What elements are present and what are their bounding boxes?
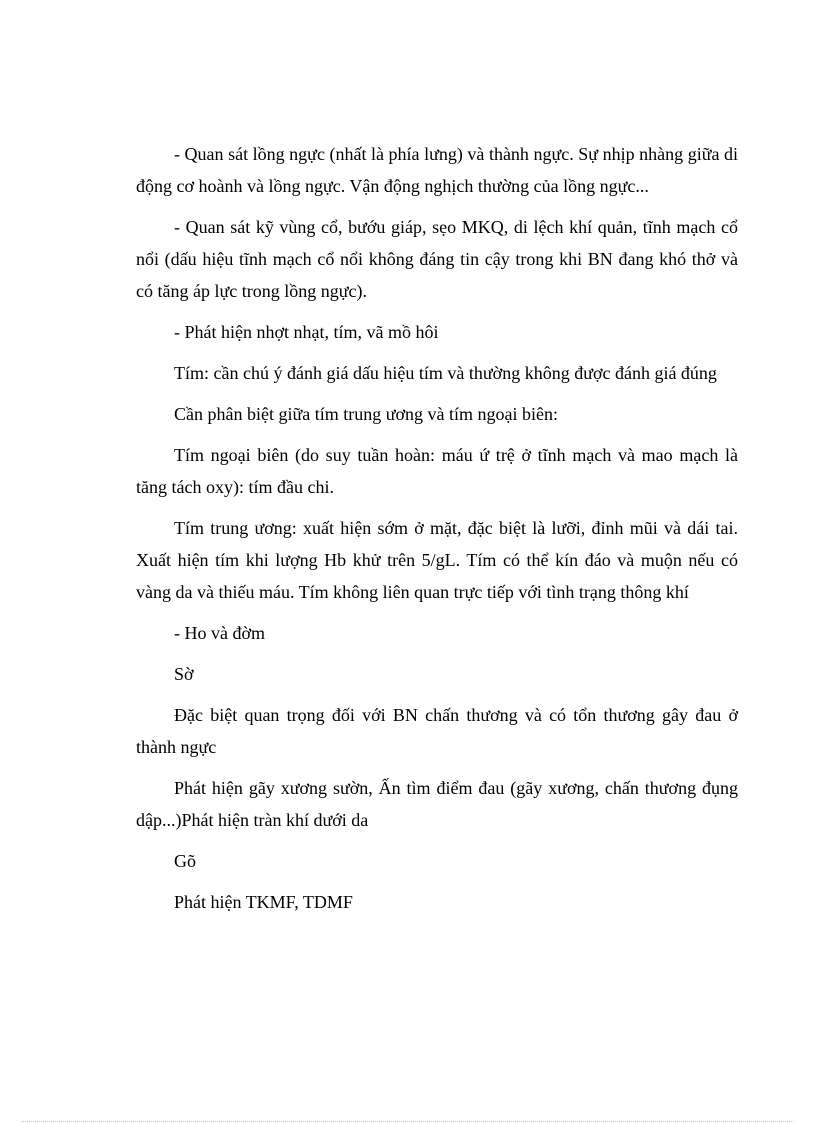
paragraph-palpation-importance: Đặc biệt quan trọng đối với BN chấn thương và có tổn thương gây đau ở thành ngực <box>136 705 738 757</box>
paragraph-percussion-findings: Phát hiện TKMF, TDMF <box>174 892 353 912</box>
document-body <box>136 138 738 927</box>
paragraph-chest-observation: - Quan sát lồng ngực (nhất là phía lưng) và thành ngực. Sự nhịp nhàng giữa di động cơ hoành và lồng ngực. Vận động nghịch thường của lồng ngực... <box>136 144 738 196</box>
heading-palpation: Sờ <box>174 664 194 684</box>
heading-percussion: Gõ <box>174 851 196 871</box>
paragraph-palpation-findings: Phát hiện gãy xương sườn, Ấn tìm điểm đau (gãy xương, chấn thương đụng dập...)Phát hiện tràn khí dưới da <box>136 778 738 830</box>
paragraph-peripheral-cyanosis: Tím ngoại biên (do suy tuần hoàn: máu ứ trệ ở tĩnh mạch và mao mạch là tăng tách oxy): tím đầu chi. <box>136 445 738 497</box>
paragraph-cyanosis-distinction: Cần phân biệt giữa tím trung ương và tím ngoại biên: <box>174 404 558 424</box>
paragraph-neck-observation: - Quan sát kỹ vùng cổ, bướu giáp, sẹo MKQ, di lệch khí quản, tĩnh mạch cổ nổi (dấu hiệu tĩnh mạch cổ nổi không đáng tin cậy trong khi BN đang khó thở và có tăng áp lực trong lồng ngực). <box>136 217 738 301</box>
paragraph-cough-sputum: - Ho và đờm <box>174 623 266 643</box>
page-bottom-divider <box>22 1121 794 1122</box>
paragraph-pallor-cyanosis: - Phát hiện nhợt nhạt, tím, vã mồ hôi <box>174 322 439 342</box>
paragraph-cyanosis-note: Tím: cần chú ý đánh giá dấu hiệu tím và thường không được đánh giá đúng <box>174 363 717 383</box>
paragraph-central-cyanosis: Tím trung ương: xuất hiện sớm ở mặt, đặc biệt là lưỡi, đỉnh mũi và dái tai. Xuất hiện tím khi lượng Hb khử trên 5/gL. Tím có thể kín đáo và muộn nếu có vàng da và thiếu máu. Tím không liên quan trực tiếp với tình trạng thông khí <box>136 518 738 602</box>
